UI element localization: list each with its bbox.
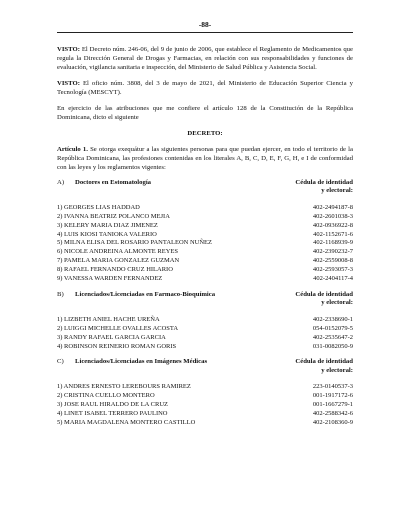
paragraph-text: El oficio núm. 3808, del 3 de mayo de 2021, del Ministerio de Educación Superior Ciencia y Tecnología (MESCYT). [57, 80, 353, 96]
paragraph-lead: VISTO: [57, 80, 80, 87]
paragraph-ejercicio [57, 104, 353, 122]
list-item [57, 401, 353, 410]
decree-title: DECRETO: [187, 130, 223, 137]
person-name: 3) KELERY MARIA DIAZ JIMENEZ [57, 221, 158, 229]
cedula-column-header: Cédula de identidad y electoral: [295, 358, 353, 374]
list-item [57, 239, 353, 248]
person-name: 1) GEORGES LIAS HADDAD [57, 203, 140, 211]
section-title: Licenciados/Licenciadas en Farmaco-Bioquímica [75, 290, 216, 298]
cedula-number: 402-2108360-9 [312, 418, 353, 426]
person-name: 1) ANDRES ERNESTO LEREBOURS RAMIREZ [57, 383, 191, 391]
cedula-number: 402-2593057-3 [312, 266, 353, 274]
person-name: 8) RAFAEL FERNANDO CRUZ HILARIO [57, 266, 173, 274]
paragraph-text: El Decreto núm. 246-06, del 9 de junio de 2006, que establece el Reglamento de Medicamentos que regula la Dirección General de Drogas y Farmacias, en relación con sus responsabilidades y funciones de evaluación, vigilancia sanitaria e inspección, del Ministerio de Salud Pública y Asistencia Social. [57, 46, 353, 71]
list-item [57, 325, 353, 334]
cedula-number: 402-2338690-1 [312, 315, 353, 323]
section-title: Doctores en Estomatología [75, 179, 152, 186]
list-item [57, 392, 353, 401]
article-lead: Artículo 1. [57, 146, 88, 153]
section-letter: B) [57, 290, 64, 298]
cedula-number: 402-0936922-8 [312, 221, 353, 229]
cedula-number: 402-2390232-7 [312, 248, 353, 256]
cedula-number: 001-1667279-1 [312, 401, 353, 409]
list-item [57, 275, 353, 284]
person-name: 2) LUIGGI MICHELLE OVALLES ACOSTA [57, 324, 179, 332]
cedula-number: 031-0082050-9 [312, 342, 353, 350]
cedula-number: 402-2588342-6 [312, 409, 353, 417]
cedula-number: 402-1152671-6 [313, 230, 353, 238]
list-item [57, 383, 353, 392]
list-item [57, 257, 353, 266]
person-name: 3) JOSE RAUL HIRALDO DE LA CRUZ [57, 401, 168, 409]
header-rule [57, 32, 353, 33]
list-item [57, 316, 353, 325]
section-letter: C) [57, 358, 64, 366]
section-header [57, 179, 353, 196]
paragraph-visto-2 [57, 79, 353, 97]
list-item [57, 419, 353, 428]
cedula-number: 402-2404117-4 [313, 275, 353, 283]
cedula-number: 402-2559008-8 [312, 257, 353, 265]
list-item [57, 266, 353, 275]
entry-list [57, 383, 353, 428]
list-item [57, 334, 353, 343]
section-header [57, 291, 353, 308]
person-name: 4) LINET ISABEL TERRERO PAULINO [57, 409, 168, 417]
section-heading [57, 179, 151, 196]
person-name: 5) MILNA ELISA DEL ROSARIO PANTALEON NUÑEZ [57, 239, 212, 247]
section-title: Licenciados/Licenciadas en Imágenes Médicas [75, 358, 208, 366]
person-name: 4) LUIS KIOSI TANIOKA VALERIO [57, 230, 157, 238]
person-name: 6) NICOLE ANDREINA ALMONTE REYES [57, 248, 178, 256]
paragraph-text: En ejercicio de las atribuciones que me confiere el artículo 128 de la Constitución de la República Dominicana, dicto el siguiente [57, 105, 353, 121]
cedula-number: 054-0152079-5 [312, 324, 353, 332]
person-name: 3) RANDY RAFAEL GARCIA GARCIA [57, 333, 166, 341]
person-name: 9) VANESSA WARDEN FERNANDEZ [57, 275, 163, 283]
list-item [57, 343, 353, 352]
article-text: Se otorga exequátur a las siguientes personas para que puedan ejercer, en todo el territorio de la República Dominicana, las profesiones contenidas en los literales A, B, C, D, E, F, G, H, e I de conformidad con las leyes y los reglamentos vigentes: [57, 146, 353, 171]
list-item [57, 248, 353, 257]
person-name: 2) IVANNA BEATRIZ POLANCO MEJIA [57, 212, 170, 220]
list-item [57, 222, 353, 231]
person-name: 2) CRISTINA CUELLO MONTERO [57, 392, 155, 400]
section-heading [57, 291, 215, 308]
cedula-number: 402-2494187-8 [312, 203, 353, 211]
list-item [57, 204, 353, 213]
person-name: 5) MARIA MAGDALENA MONTERO CASTILLO [57, 418, 196, 426]
sections-container [57, 179, 353, 428]
article-1 [57, 145, 353, 172]
section-heading [57, 358, 207, 375]
person-name: 1) LIZBETH ANIEL HACHE UREÑA [57, 315, 160, 323]
cedula-column-header: Cédula de identidad y electoral: [295, 179, 353, 195]
cedula-number: 402-1168939-9 [313, 239, 353, 247]
person-name: 4) ROBINSON REINERIO ROMAN GORIS [57, 342, 177, 350]
list-item [57, 410, 353, 419]
cedula-number: 223-0140537-3 [312, 383, 353, 391]
page-number: -88- [198, 20, 212, 29]
list-item [57, 213, 353, 222]
entry-list [57, 204, 353, 284]
cedula-number: 402-2535647-2 [312, 333, 353, 341]
entry-list [57, 316, 353, 352]
cedula-number: 402-2601038-3 [312, 212, 353, 220]
cedula-column-header: Cédula de identidad y electoral: [295, 290, 353, 307]
paragraph-visto-1 [57, 45, 353, 72]
person-name: 7) PAMELA MARIA GONZALEZ GUZMAN [57, 257, 180, 265]
paragraph-lead: VISTO: [57, 46, 80, 53]
cedula-number: 001-1917172-6 [312, 392, 353, 400]
section-letter: A) [57, 179, 65, 186]
section-header [57, 358, 353, 375]
